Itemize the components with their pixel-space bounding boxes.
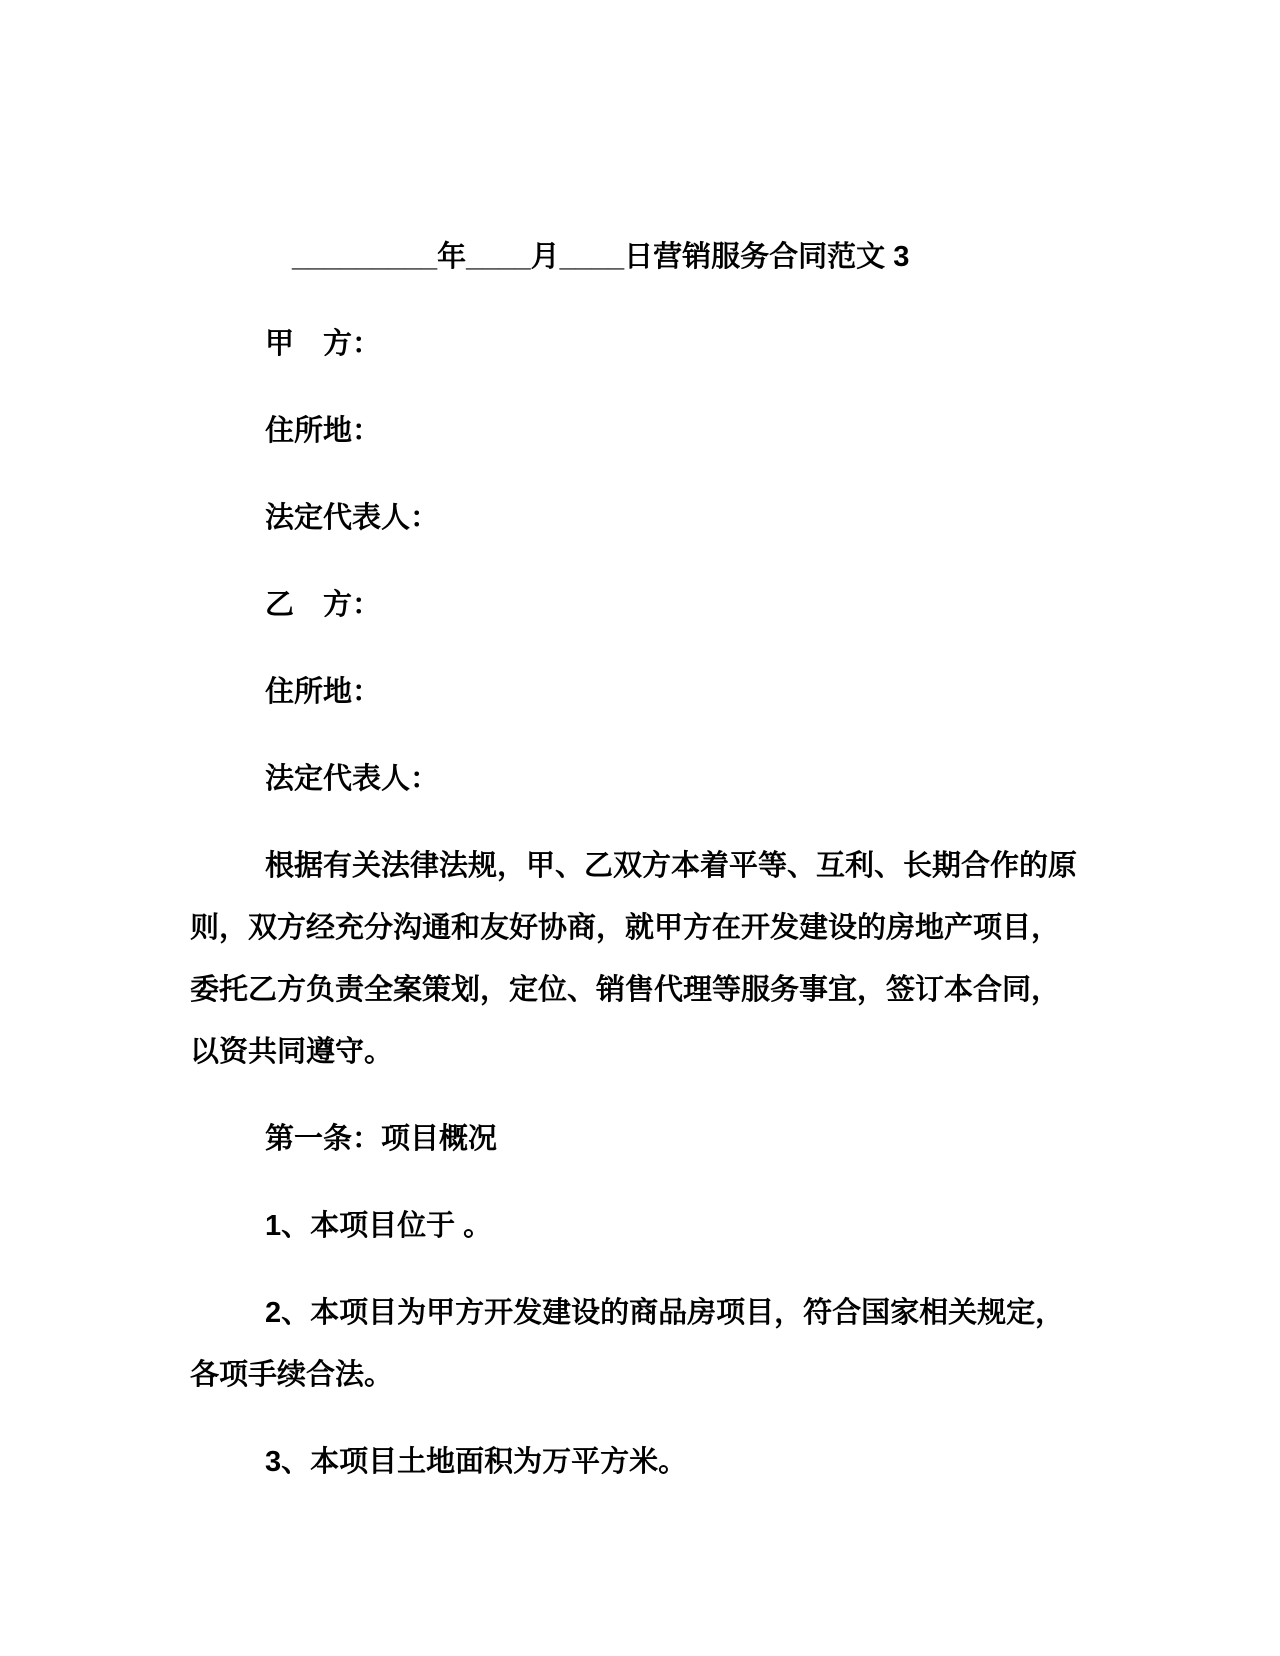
- paragraph: [190, 1108, 1190, 1170]
- paragraph: [190, 1195, 1190, 1257]
- paragraph-line: 法定代表人：: [265, 502, 440, 534]
- paragraph: [190, 661, 1190, 723]
- paragraph-line: 1、本项目位于 。: [265, 1210, 493, 1242]
- paragraph-line: 住所地：: [265, 415, 382, 447]
- paragraph-line: 乙 方：: [265, 589, 382, 621]
- paragraph-line: 法定代表人：: [265, 763, 440, 795]
- paragraph-line: 第一条：项目概况: [265, 1123, 498, 1155]
- paragraph-line: 甲 方：: [265, 328, 382, 360]
- paragraph: [190, 487, 1190, 549]
- paragraph: [190, 400, 1190, 462]
- paragraph-line: 住所地：: [265, 676, 382, 708]
- paragraph-line: 3、本项目土地面积为万平方米。: [265, 1446, 688, 1478]
- paragraph: [190, 574, 1190, 636]
- paragraph: [190, 313, 1190, 375]
- paragraph: [190, 835, 1190, 1083]
- paragraph-line: 各项手续合法。: [190, 1359, 394, 1391]
- paragraph-line: 则，双方经充分沟通和友好协商，就甲方在开发建设的房地产项目，: [190, 912, 1061, 944]
- paragraph-line: 根据有关法律法规，甲、乙双方本着平等、互利、长期合作的原: [265, 850, 1078, 882]
- document-body: [190, 313, 1190, 1493]
- paragraph: [190, 1431, 1190, 1493]
- paragraph: [190, 1282, 1190, 1406]
- paragraph-line: 以资共同遵守。: [190, 1036, 394, 1068]
- paragraph-line: 委托乙方负责全案策划，定位、销售代理等服务事宜，签订本合同，: [190, 974, 1061, 1006]
- document-title: _________年____月____日营销服务合同范文 3: [292, 241, 910, 273]
- paragraph: [190, 748, 1190, 810]
- paragraph-line: 2、本项目为甲方开发建设的商品房项目，符合国家相关规定，: [265, 1297, 1065, 1329]
